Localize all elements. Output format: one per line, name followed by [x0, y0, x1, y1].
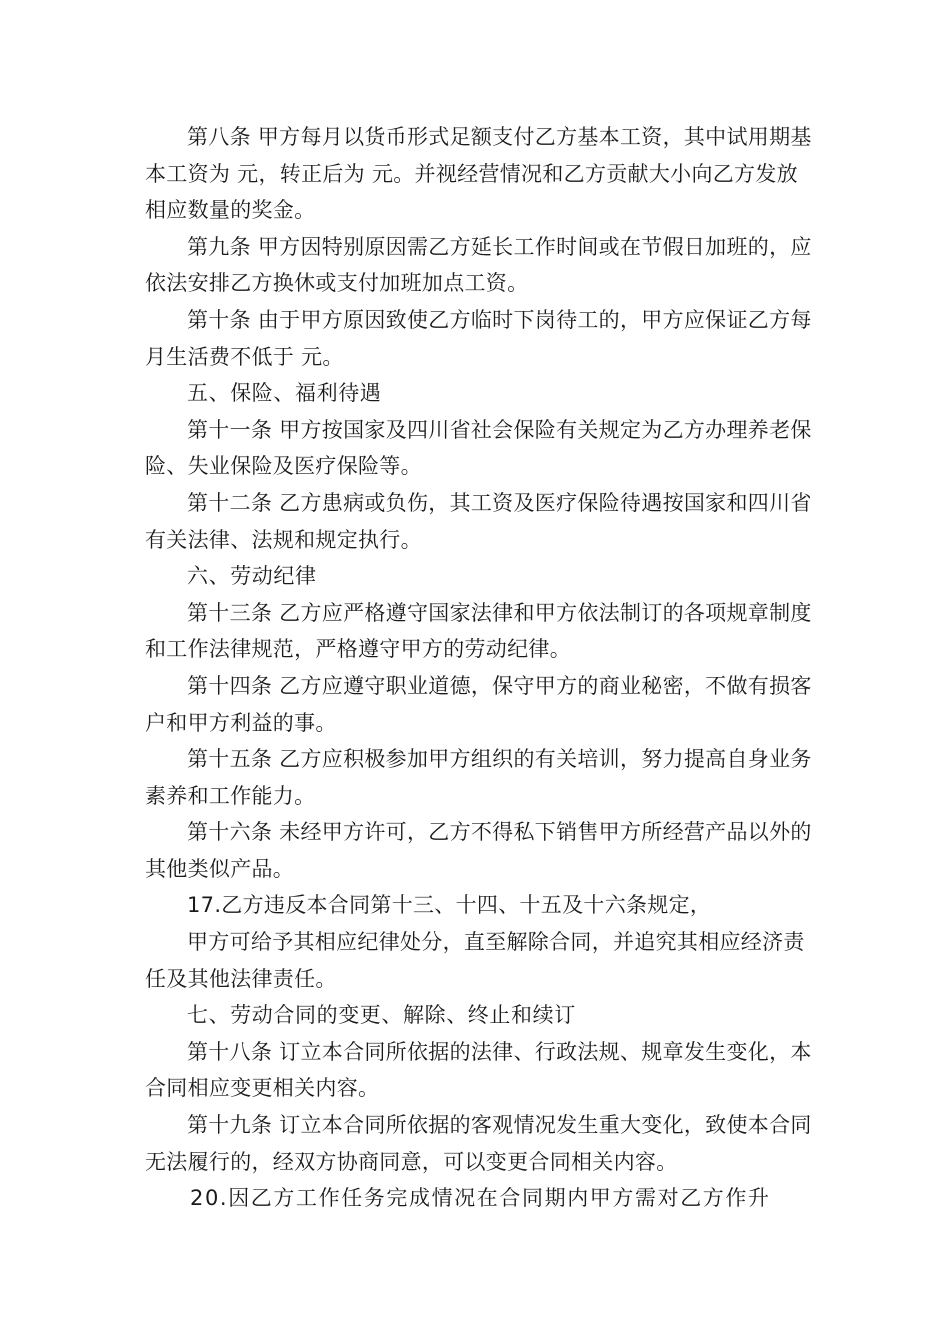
section-heading-discipline: 六、劳动纪律: [187, 564, 317, 589]
paragraph-article-13: 第十三条 乙方应严格遵守国家法律和甲方依法制订的各项规章制度和工作法律规范，严格遵守甲方的劳动纪律。: [145, 600, 812, 662]
section-heading-contract-changes: 七、劳动合同的变更、解除、终止和续订: [187, 1003, 576, 1028]
paragraph-article-19: 第十九条 订立本合同所依据的客观情况发生重大变化，致使本合同无法履行的，经双方协商同意，可以变更合同相关内容。: [145, 1113, 812, 1174]
paragraph-article-17-continued: 甲方可给予其相应纪律处分，直至解除合同，并追究其相应经济责任及其他法律责任。: [145, 930, 805, 991]
section-heading-insurance: 五、保险、福利待遇: [187, 381, 382, 406]
paragraph-article-14: 第十四条 乙方应遵守职业道德，保守甲方的商业秘密，不做有损客户和甲方利益的事。: [145, 673, 812, 735]
paragraph-article-17: 17.乙方违反本合同第十三、十四、十五及十六条规定，: [187, 893, 712, 918]
paragraph-article-15: 第十五条 乙方应积极参加甲方组织的有关培训，努力提高自身业务素养和工作能力。: [145, 747, 812, 808]
paragraph-article-11: 第十一条 甲方按国家及四川省社会保险有关规定为乙方办理养老保险、失业保险及医疗保险等。: [145, 417, 812, 479]
paragraph-article-18: 第十八条 订立本合同所依据的法律、行政法规、规章发生变化，本合同相应变更相关内容。: [145, 1039, 812, 1101]
document-body: [145, 119, 815, 1217]
paragraph-article-20: 20.因乙方工作任务完成情况在合同期内甲方需对乙方作升: [190, 1186, 771, 1211]
paragraph-article-8: 第八条 甲方每月以货币形式足额支付乙方基本工资，其中试用期基本工资为 元，转正后为 元。并视经营情况和乙方贡献大小向乙方发放相应数量的奖金。: [145, 125, 812, 223]
paragraph-article-12: 第十二条 乙方患病或负伤，其工资及医疗保险待遇按国家和四川省有关法律、法规和规定执行。: [145, 490, 812, 552]
paragraph-article-10: 第十条 由于甲方原因致使乙方临时下岗待工的，甲方应保证乙方每月生活费不低于 元。: [145, 307, 812, 369]
paragraph-article-9: 第九条 甲方因特别原因需乙方延长工作时间或在节假日加班的，应依法安排乙方换休或支付加班加点工资。: [145, 234, 812, 296]
paragraph-article-16: 第十六条 未经甲方许可，乙方不得私下销售甲方所经营产品以外的其他类似产品。: [145, 820, 812, 881]
